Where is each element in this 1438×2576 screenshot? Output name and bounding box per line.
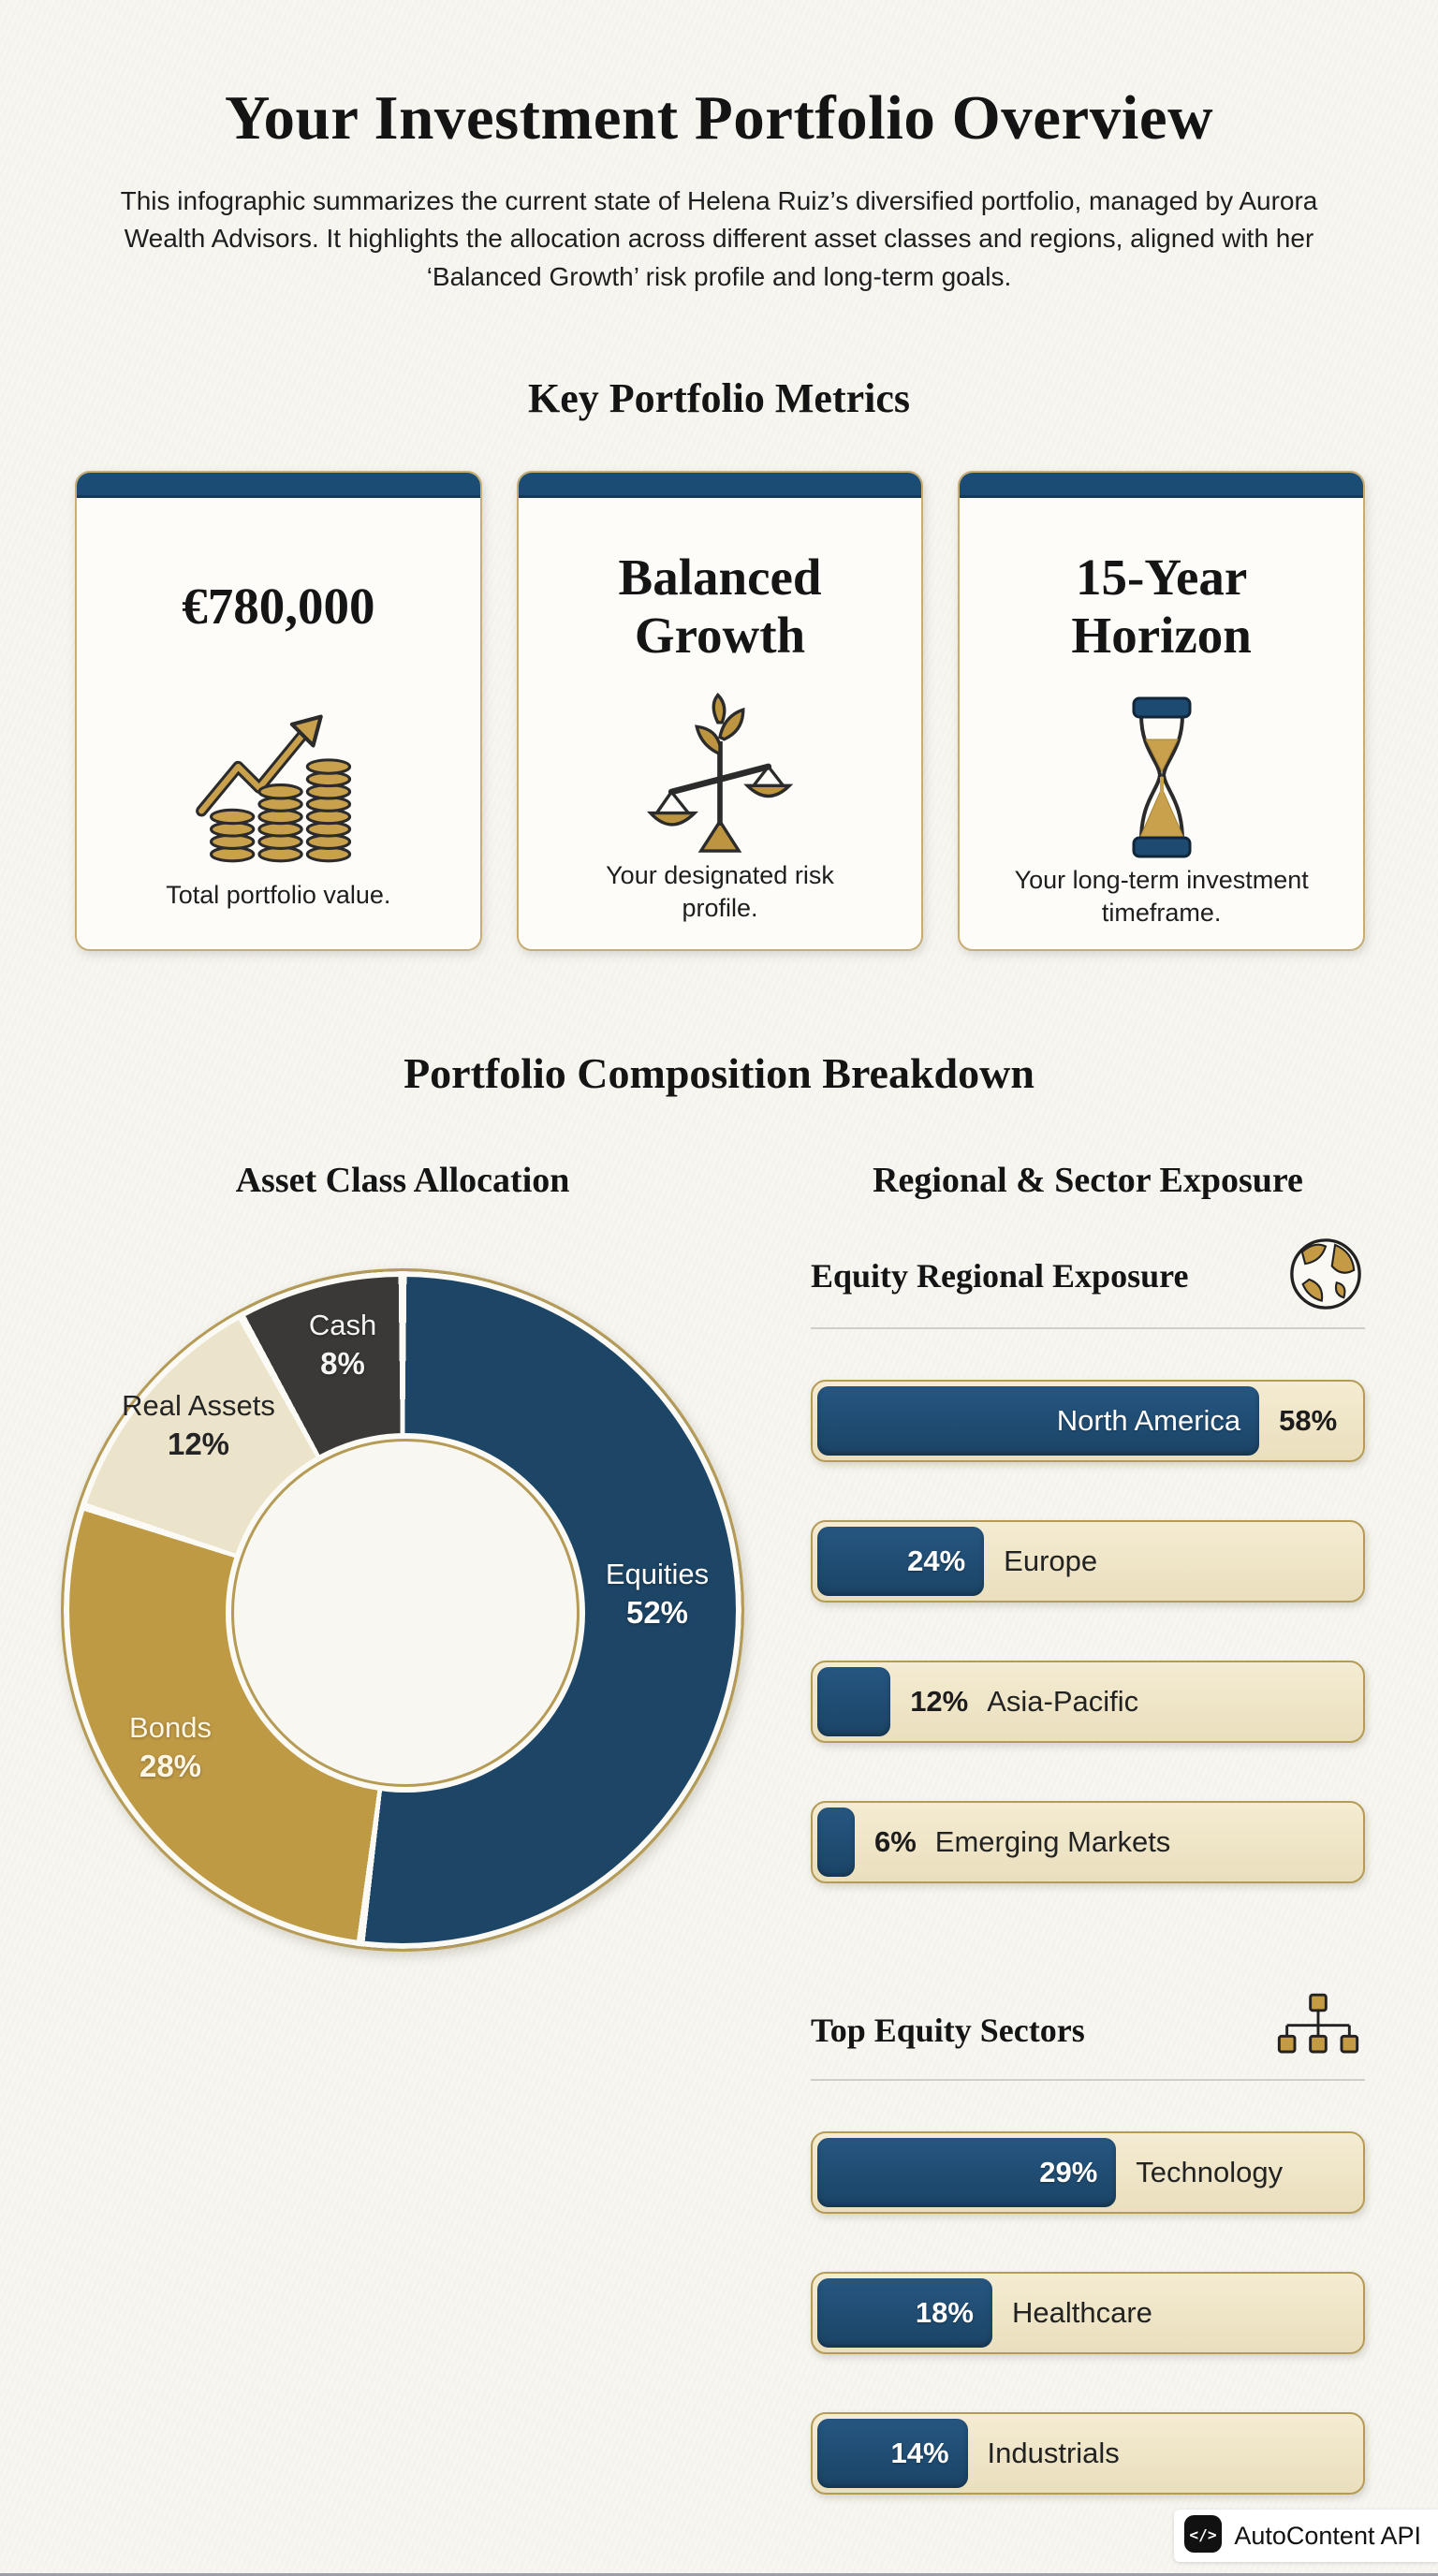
svg-text:</>: </> — [1189, 2525, 1218, 2544]
regional-exposure-heading: Equity Regional Exposure — [811, 1257, 1189, 1295]
region-bar-emerging-markets — [811, 1801, 1365, 1883]
sector-bar-fill-healthcare: 18% — [817, 2278, 992, 2348]
intro-paragraph: This infographic summarizes the current state of Helena Ruiz’s diversified portfolio, managed by Aurora Wealth Advisors. It highlights the allocation across different asset classes and regions, aligned with her ‘Balanced Growth’ risk profile and long-term goals. — [120, 186, 1318, 291]
coins-growth-icon — [192, 691, 365, 874]
regional-sector-column — [811, 1160, 1365, 2495]
metric-cards-row — [0, 471, 1438, 951]
composition-heading: Portfolio Composition Breakdown — [404, 1048, 1034, 1097]
card-caption: Total portfolio value. — [166, 880, 391, 909]
brand-name: AutoContent API — [1234, 2521, 1421, 2550]
region-bar-label-north-america: 58% — [1279, 1403, 1338, 1437]
region-bar-north-america — [811, 1380, 1365, 1462]
region-bar-label-asia-pacific: 12% Asia-Pacific — [910, 1684, 1139, 1718]
donut-label-real-assets: Real Assets 12% — [122, 1388, 275, 1461]
region-bar-fill-emerging-markets — [817, 1808, 855, 1877]
sector-bar-label-healthcare: Healthcare — [1011, 2295, 1152, 2329]
hourglass-icon — [1115, 691, 1209, 864]
regional-bars — [811, 1380, 1365, 1883]
sector-bar-technology — [811, 2131, 1365, 2214]
brand-badge — [1174, 2510, 1438, 2562]
donut-label-bonds: Bonds 28% — [129, 1710, 212, 1783]
metrics-heading: Key Portfolio Metrics — [527, 374, 911, 421]
top-sectors-header — [811, 1992, 1365, 2070]
balance-scale-plant-icon — [636, 691, 804, 859]
card-caption: Your designated risk profile. — [606, 860, 834, 923]
region-bar-fill-asia-pacific — [817, 1667, 890, 1736]
metric-card-total-value — [75, 471, 482, 951]
section-divider — [811, 1327, 1365, 1329]
card-value: 15-Year Horizon — [1071, 549, 1252, 664]
card-caption: Your long-term investment timeframe. — [1014, 865, 1309, 928]
card-top-bar — [77, 473, 480, 498]
region-bar-europe — [811, 1520, 1365, 1603]
sector-bar-fill-industrials: 14% — [817, 2419, 968, 2488]
hierarchy-icon — [1271, 1992, 1365, 2070]
region-bar-fill-europe: 24% — [817, 1527, 984, 1596]
donut-label-equities: Equities 52% — [605, 1557, 710, 1630]
asset-allocation-column — [56, 1160, 749, 2495]
asset-allocation-donut-chart — [61, 1268, 744, 1952]
section-divider — [811, 2079, 1365, 2081]
sector-bar-industrials — [811, 2412, 1365, 2495]
asset-allocation-heading: Asset Class Allocation — [235, 1160, 570, 1200]
sector-bars — [811, 2131, 1365, 2495]
top-sectors-heading: Top Equity Sectors — [811, 2012, 1085, 2050]
region-bar-asia-pacific — [811, 1661, 1365, 1743]
metric-card-horizon — [958, 471, 1365, 951]
metric-card-risk-profile — [517, 471, 924, 951]
code-icon — [1183, 2514, 1223, 2558]
card-value: Balanced Growth — [618, 549, 822, 664]
sector-bar-healthcare — [811, 2272, 1365, 2354]
card-value: €780,000 — [182, 578, 375, 636]
regional-sector-heading: Regional & Sector Exposure — [873, 1160, 1303, 1200]
sector-bar-fill-technology: 29% — [817, 2138, 1116, 2207]
region-bar-label-emerging-markets: 6% Emerging Markets — [873, 1824, 1171, 1858]
region-bar-fill-north-america: North America — [817, 1386, 1259, 1456]
card-top-bar — [519, 473, 922, 498]
globe-icon — [1286, 1235, 1365, 1318]
donut-hole — [231, 1439, 580, 1787]
sector-bar-label-industrials: Industrials — [987, 2436, 1120, 2469]
sector-bar-label-technology: Technology — [1136, 2155, 1284, 2188]
regional-exposure-header — [811, 1235, 1365, 1318]
donut-label-cash: Cash 8% — [308, 1308, 377, 1381]
composition-columns — [0, 1160, 1438, 2495]
region-bar-label-europe: Europe — [1004, 1544, 1098, 1577]
card-top-bar — [960, 473, 1363, 498]
page-title: Your Investment Portfolio Overview — [225, 83, 1213, 153]
